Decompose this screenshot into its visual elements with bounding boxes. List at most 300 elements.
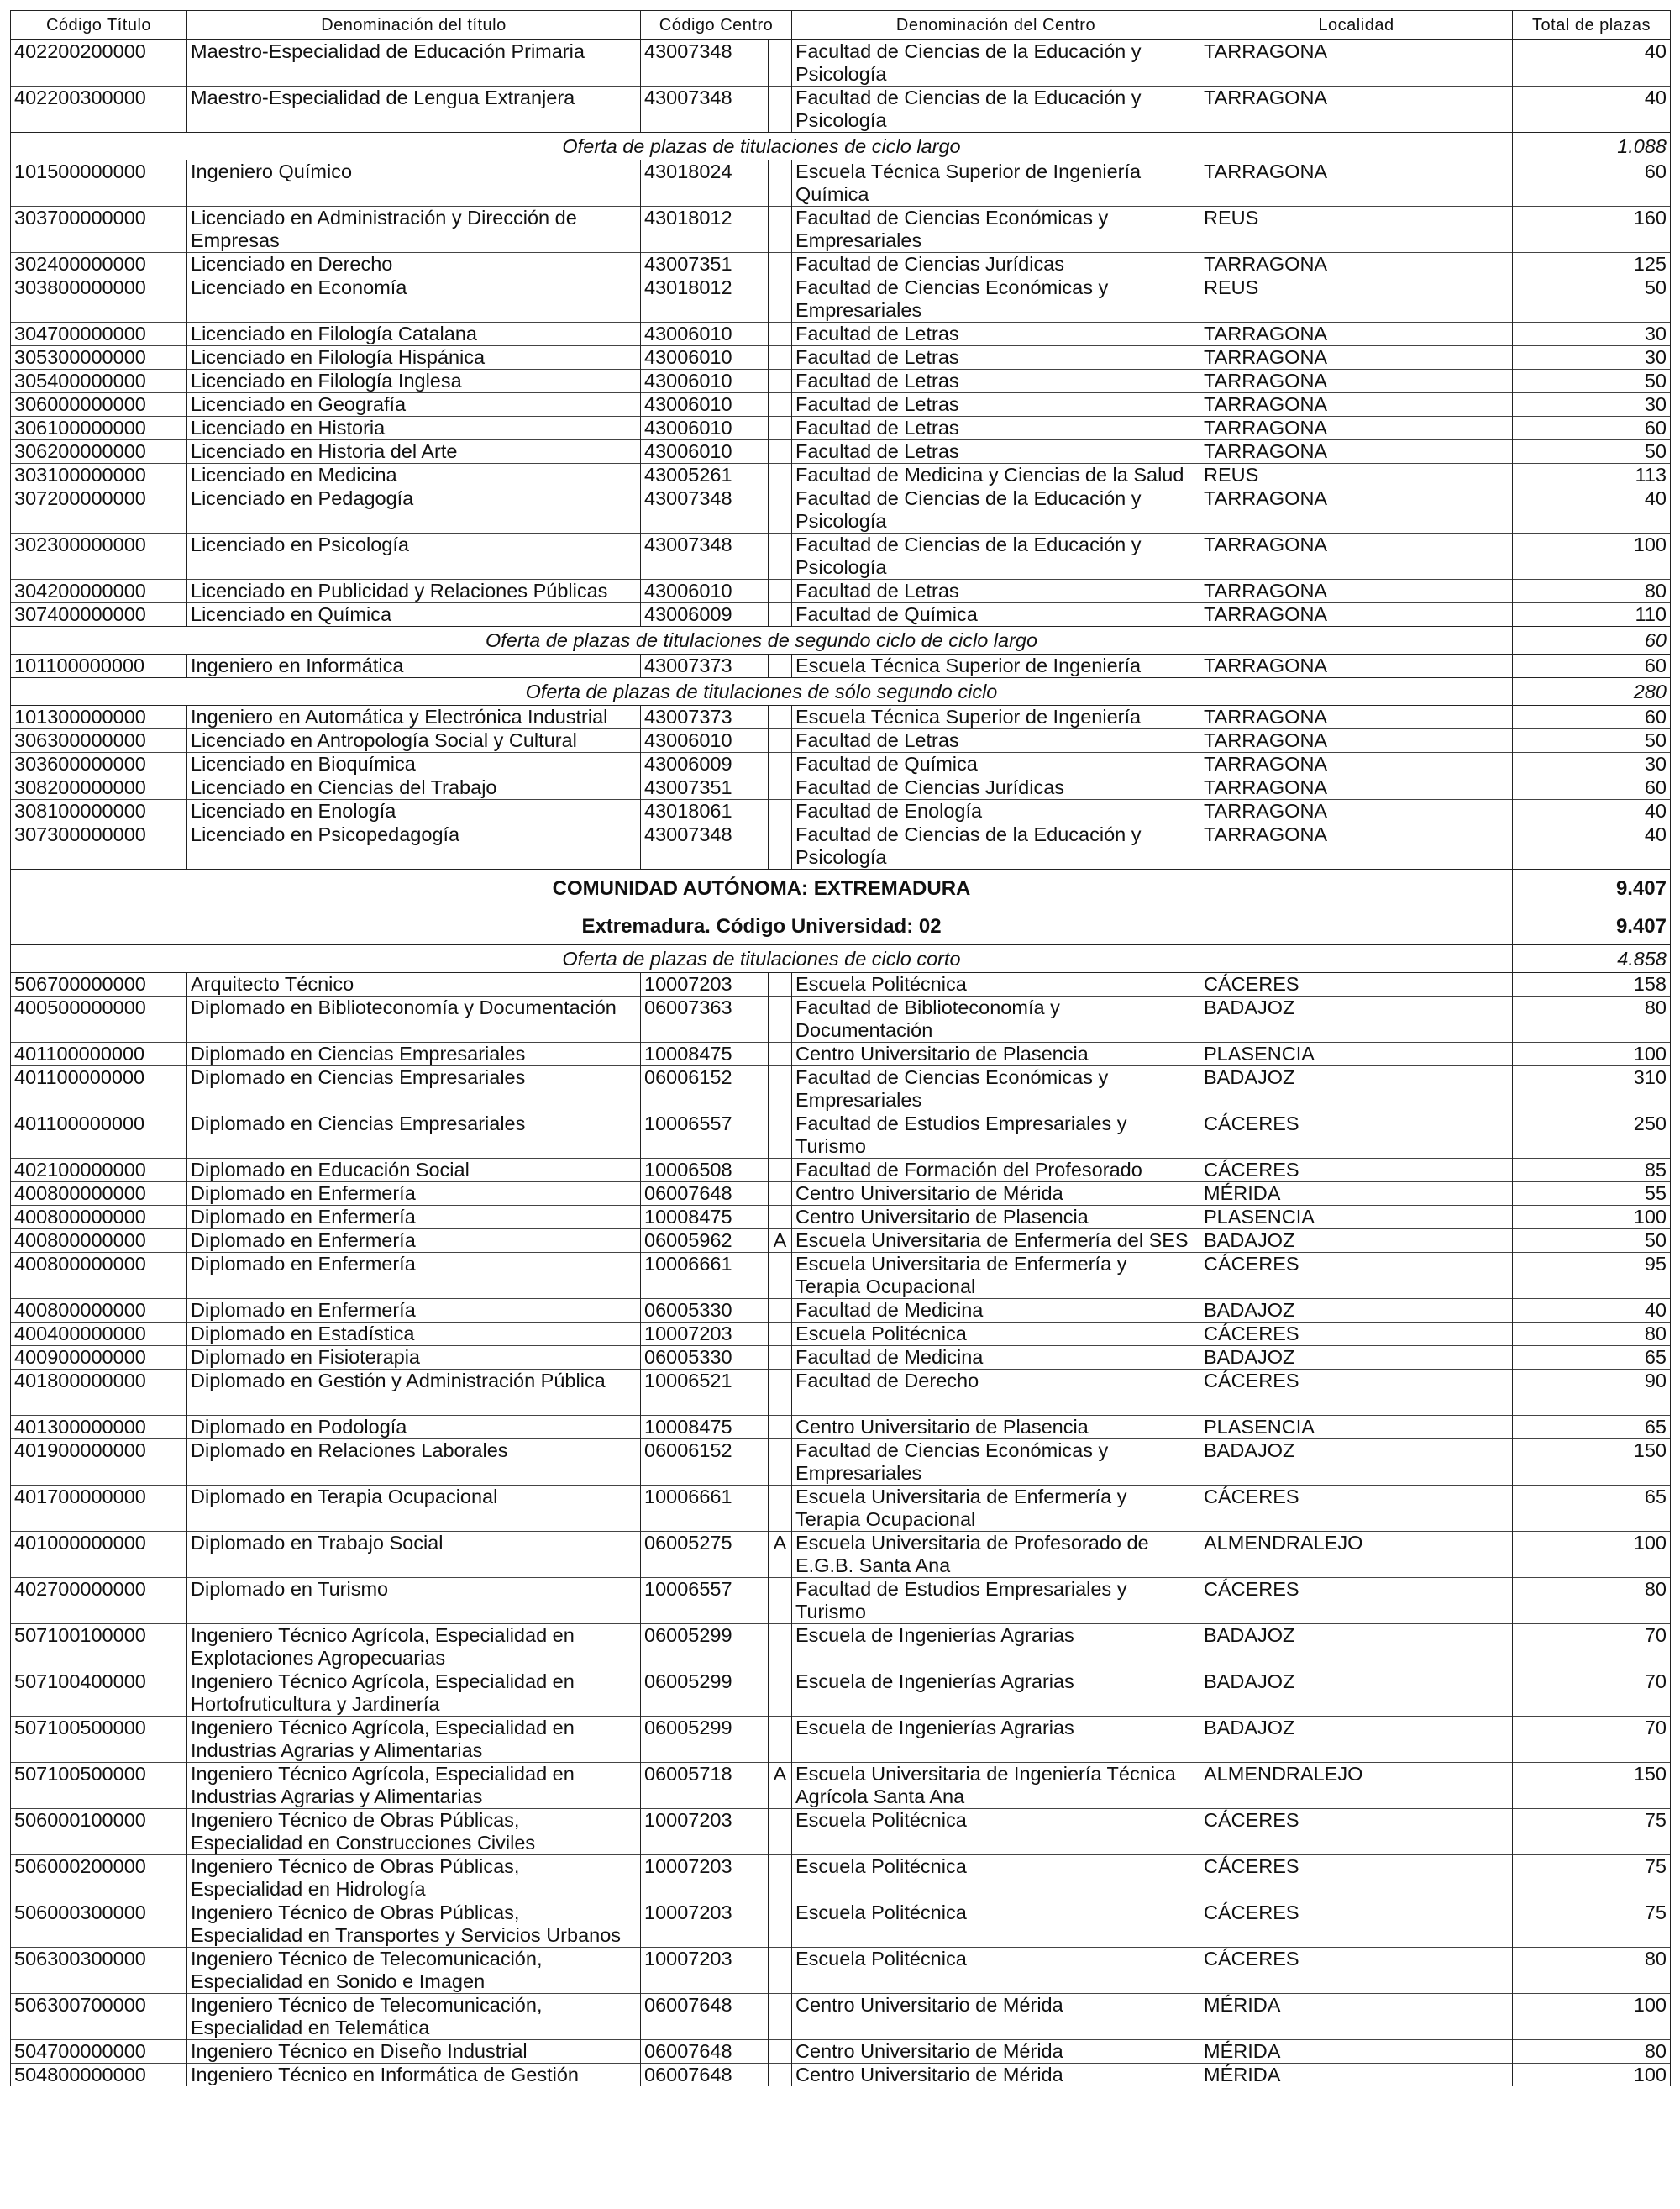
section-subtotal-row xyxy=(11,627,1671,655)
table-row xyxy=(11,417,1671,440)
localidad-cell: CÁCERES xyxy=(1200,1855,1513,1901)
header-codigo-centro: Código Centro xyxy=(641,11,792,40)
codigo-titulo-cell: 400900000000 xyxy=(11,1346,187,1370)
table-row xyxy=(11,1112,1671,1159)
codigo-centro-cell: 10007203 xyxy=(641,1323,769,1346)
codigo-titulo-cell: 506700000000 xyxy=(11,973,187,997)
total-plazas-cell: 60 xyxy=(1513,706,1671,729)
centro-flag-cell xyxy=(769,87,792,133)
centro-flag-cell xyxy=(769,417,792,440)
localidad-cell: BADAJOZ xyxy=(1200,997,1513,1043)
codigo-centro-cell: 43007348 xyxy=(641,534,769,580)
table-row xyxy=(11,823,1671,870)
codigo-titulo-cell: 506000100000 xyxy=(11,1809,187,1855)
denominacion-centro-cell: Facultad de Formación del Profesorado xyxy=(792,1159,1200,1182)
codigo-centro-cell: 43018012 xyxy=(641,276,769,323)
total-plazas-cell: 95 xyxy=(1513,1253,1671,1299)
codigo-centro-cell: 10006557 xyxy=(641,1578,769,1624)
total-plazas-cell: 100 xyxy=(1513,1043,1671,1066)
centro-flag-cell xyxy=(769,1578,792,1624)
codigo-titulo-cell: 504800000000 xyxy=(11,2064,187,2087)
denominacion-titulo-cell: Licenciado en Antropología Social y Cultural xyxy=(187,729,641,753)
table-row xyxy=(11,87,1671,133)
localidad-cell: BADAJOZ xyxy=(1200,1066,1513,1112)
localidad-cell: ALMENDRALEJO xyxy=(1200,1532,1513,1578)
denominacion-titulo-cell: Ingeniero Técnico Agrícola, Especialidad en Industrias Agrarias y Alimentarias xyxy=(187,1717,641,1763)
centro-flag-cell xyxy=(769,393,792,417)
denominacion-titulo-cell: Diplomado en Enfermería xyxy=(187,1229,641,1253)
codigo-titulo-cell: 304200000000 xyxy=(11,580,187,603)
denominacion-centro-cell: Escuela Universitaria de Profesorado de E.G.B. Santa Ana xyxy=(792,1532,1200,1578)
denominacion-titulo-cell: Ingeniero Técnico de Obras Públicas, Especialidad en Hidrología xyxy=(187,1855,641,1901)
denominacion-titulo-cell: Diplomado en Gestión y Administración Pública xyxy=(187,1370,641,1416)
centro-flag-cell xyxy=(769,1994,792,2040)
centro-flag-cell: A xyxy=(769,1763,792,1809)
localidad-cell: PLASENCIA xyxy=(1200,1206,1513,1229)
total-plazas-cell: 60 xyxy=(1513,417,1671,440)
total-plazas-cell: 50 xyxy=(1513,1229,1671,1253)
codigo-centro-cell: 06005962 xyxy=(641,1229,769,1253)
denominacion-centro-cell: Facultad de Ciencias de la Educación y Psicología xyxy=(792,87,1200,133)
codigo-centro-cell: 43006010 xyxy=(641,580,769,603)
table-row xyxy=(11,1532,1671,1578)
total-plazas-cell: 80 xyxy=(1513,1578,1671,1624)
centro-flag-cell xyxy=(769,370,792,393)
table-row xyxy=(11,1323,1671,1346)
codigo-centro-cell: 10008475 xyxy=(641,1043,769,1066)
localidad-cell: TARRAGONA xyxy=(1200,706,1513,729)
codigo-centro-cell: 43005261 xyxy=(641,464,769,487)
centro-flag-cell xyxy=(769,346,792,370)
codigo-centro-cell: 06005718 xyxy=(641,1763,769,1809)
table-row xyxy=(11,1855,1671,1901)
total-plazas-cell: 110 xyxy=(1513,603,1671,627)
denominacion-titulo-cell: Licenciado en Administración y Dirección de Empresas xyxy=(187,207,641,253)
codigo-centro-cell: 43006010 xyxy=(641,346,769,370)
table-row xyxy=(11,323,1671,346)
codigo-titulo-cell: 402200300000 xyxy=(11,87,187,133)
denominacion-titulo-cell: Diplomado en Ciencias Empresariales xyxy=(187,1112,641,1159)
denominacion-centro-cell: Escuela Politécnica xyxy=(792,1855,1200,1901)
denominacion-centro-cell: Facultad de Medicina y Ciencias de la Salud xyxy=(792,464,1200,487)
table-row xyxy=(11,1439,1671,1486)
centro-flag-cell xyxy=(769,1670,792,1717)
denominacion-centro-cell: Facultad de Ciencias Económicas y Empresariales xyxy=(792,276,1200,323)
denominacion-centro-cell: Facultad de Letras xyxy=(792,417,1200,440)
codigo-centro-cell: 06005299 xyxy=(641,1670,769,1717)
denominacion-titulo-cell: Diplomado en Enfermería xyxy=(187,1182,641,1206)
localidad-cell: TARRAGONA xyxy=(1200,323,1513,346)
denominacion-centro-cell: Facultad de Letras xyxy=(792,323,1200,346)
denominacion-titulo-cell: Ingeniero Técnico de Telecomunicación, Especialidad en Sonido e Imagen xyxy=(187,1948,641,1994)
total-plazas-cell: 90 xyxy=(1513,1370,1671,1416)
codigo-titulo-cell: 305400000000 xyxy=(11,370,187,393)
denominacion-centro-cell: Facultad de Derecho xyxy=(792,1370,1200,1416)
total-plazas-cell: 50 xyxy=(1513,729,1671,753)
denominacion-titulo-cell: Diplomado en Podología xyxy=(187,1416,641,1439)
table-row xyxy=(11,1948,1671,1994)
denominacion-centro-cell: Facultad de Ciencias de la Educación y Psicología xyxy=(792,40,1200,87)
table-row xyxy=(11,40,1671,87)
table-row xyxy=(11,1994,1671,2040)
table-row xyxy=(11,393,1671,417)
region-label: Extremadura. Código Universidad: 02 xyxy=(11,907,1513,945)
denominacion-titulo-cell: Diplomado en Enfermería xyxy=(187,1253,641,1299)
denominacion-centro-cell: Facultad de Letras xyxy=(792,729,1200,753)
section-total: 1.088 xyxy=(1513,133,1671,160)
localidad-cell: MÉRIDA xyxy=(1200,2040,1513,2064)
codigo-titulo-cell: 304700000000 xyxy=(11,323,187,346)
table-row xyxy=(11,580,1671,603)
section-total: 60 xyxy=(1513,627,1671,655)
total-plazas-cell: 250 xyxy=(1513,1112,1671,1159)
denominacion-centro-cell: Centro Universitario de Plasencia xyxy=(792,1043,1200,1066)
centro-flag-cell xyxy=(769,776,792,800)
localidad-cell: CÁCERES xyxy=(1200,1253,1513,1299)
table-row xyxy=(11,276,1671,323)
codigo-titulo-cell: 401100000000 xyxy=(11,1066,187,1112)
denominacion-centro-cell: Escuela de Ingenierías Agrarias xyxy=(792,1670,1200,1717)
codigo-titulo-cell: 507100500000 xyxy=(11,1763,187,1809)
denominacion-centro-cell: Escuela Politécnica xyxy=(792,1901,1200,1948)
denominacion-centro-cell: Facultad de Letras xyxy=(792,440,1200,464)
localidad-cell: REUS xyxy=(1200,207,1513,253)
denominacion-titulo-cell: Ingeniero Químico xyxy=(187,160,641,207)
table-row xyxy=(11,729,1671,753)
codigo-titulo-cell: 401700000000 xyxy=(11,1486,187,1532)
denominacion-titulo-cell: Diplomado en Relaciones Laborales xyxy=(187,1439,641,1486)
table-row xyxy=(11,370,1671,393)
table-row xyxy=(11,1346,1671,1370)
denominacion-centro-cell: Centro Universitario de Mérida xyxy=(792,1182,1200,1206)
codigo-centro-cell: 06005299 xyxy=(641,1717,769,1763)
centro-flag-cell xyxy=(769,160,792,207)
table-row xyxy=(11,603,1671,627)
centro-flag-cell xyxy=(769,1323,792,1346)
denominacion-centro-cell: Facultad de Biblioteconomía y Documentación xyxy=(792,997,1200,1043)
table-row xyxy=(11,1486,1671,1532)
denominacion-centro-cell: Escuela Universitaria de Enfermería del SES xyxy=(792,1229,1200,1253)
centro-flag-cell xyxy=(769,729,792,753)
denominacion-titulo-cell: Ingeniero Técnico de Obras Públicas, Especialidad en Transportes y Servicios Urbanos xyxy=(187,1901,641,1948)
codigo-titulo-cell: 306100000000 xyxy=(11,417,187,440)
codigo-centro-cell: 43006010 xyxy=(641,417,769,440)
denominacion-centro-cell: Facultad de Estudios Empresariales y Turismo xyxy=(792,1578,1200,1624)
total-plazas-cell: 40 xyxy=(1513,87,1671,133)
localidad-cell: CÁCERES xyxy=(1200,1112,1513,1159)
centro-flag-cell xyxy=(769,1370,792,1416)
localidad-cell: ALMENDRALEJO xyxy=(1200,1763,1513,1809)
denominacion-titulo-cell: Licenciado en Química xyxy=(187,603,641,627)
localidad-cell: PLASENCIA xyxy=(1200,1043,1513,1066)
centro-flag-cell xyxy=(769,487,792,534)
total-plazas-cell: 80 xyxy=(1513,997,1671,1043)
codigo-centro-cell: 43007348 xyxy=(641,823,769,870)
localidad-cell: TARRAGONA xyxy=(1200,417,1513,440)
table-row xyxy=(11,1763,1671,1809)
table-row xyxy=(11,2040,1671,2064)
centro-flag-cell xyxy=(769,2064,792,2087)
section-label: Oferta de plazas de titulaciones de ciclo largo xyxy=(11,133,1513,160)
table-row xyxy=(11,1253,1671,1299)
codigo-titulo-cell: 307300000000 xyxy=(11,823,187,870)
codigo-titulo-cell: 401800000000 xyxy=(11,1370,187,1416)
codigo-centro-cell: 43006010 xyxy=(641,370,769,393)
codigo-titulo-cell: 306000000000 xyxy=(11,393,187,417)
centro-flag-cell xyxy=(769,1299,792,1323)
codigo-centro-cell: 43006010 xyxy=(641,440,769,464)
centro-flag-cell xyxy=(769,323,792,346)
codigo-titulo-cell: 506000300000 xyxy=(11,1901,187,1948)
denominacion-titulo-cell: Licenciado en Derecho xyxy=(187,253,641,276)
localidad-cell: CÁCERES xyxy=(1200,1159,1513,1182)
denominacion-titulo-cell: Diplomado en Ciencias Empresariales xyxy=(187,1066,641,1112)
codigo-centro-cell: 10007203 xyxy=(641,1901,769,1948)
codigo-centro-cell: 10007203 xyxy=(641,973,769,997)
centro-flag-cell xyxy=(769,1182,792,1206)
table-row xyxy=(11,464,1671,487)
codigo-titulo-cell: 402200200000 xyxy=(11,40,187,87)
total-plazas-cell: 30 xyxy=(1513,346,1671,370)
codigo-centro-cell: 43007348 xyxy=(641,40,769,87)
denominacion-titulo-cell: Diplomado en Trabajo Social xyxy=(187,1532,641,1578)
localidad-cell: TARRAGONA xyxy=(1200,87,1513,133)
denominacion-centro-cell: Escuela Politécnica xyxy=(792,1948,1200,1994)
denominacion-titulo-cell: Licenciado en Medicina xyxy=(187,464,641,487)
centro-flag-cell xyxy=(769,2040,792,2064)
denominacion-titulo-cell: Licenciado en Psicología xyxy=(187,534,641,580)
denominacion-centro-cell: Facultad de Química xyxy=(792,753,1200,776)
table-row xyxy=(11,1182,1671,1206)
denominacion-titulo-cell: Ingeniero Técnico en Informática de Gestión xyxy=(187,2064,641,2087)
codigo-titulo-cell: 400800000000 xyxy=(11,1253,187,1299)
codigo-titulo-cell: 401000000000 xyxy=(11,1532,187,1578)
codigo-centro-cell: 10006521 xyxy=(641,1370,769,1416)
header-total-plazas: Total de plazas xyxy=(1513,11,1671,40)
denominacion-centro-cell: Escuela Politécnica xyxy=(792,1323,1200,1346)
denominacion-centro-cell: Centro Universitario de Plasencia xyxy=(792,1206,1200,1229)
centro-flag-cell: A xyxy=(769,1229,792,1253)
denominacion-titulo-cell: Ingeniero Técnico de Obras Públicas, Especialidad en Construcciones Civiles xyxy=(187,1809,641,1855)
table-row xyxy=(11,1043,1671,1066)
denominacion-titulo-cell: Licenciado en Filología Hispánica xyxy=(187,346,641,370)
codigo-titulo-cell: 101500000000 xyxy=(11,160,187,207)
table-body xyxy=(11,40,1671,2087)
codigo-centro-cell: 06006152 xyxy=(641,1439,769,1486)
total-plazas-cell: 60 xyxy=(1513,776,1671,800)
total-plazas-cell: 158 xyxy=(1513,973,1671,997)
section-subtotal-row xyxy=(11,945,1671,973)
denominacion-titulo-cell: Licenciado en Filología Catalana xyxy=(187,323,641,346)
table-row xyxy=(11,1299,1671,1323)
denominacion-titulo-cell: Diplomado en Fisioterapia xyxy=(187,1346,641,1370)
centro-flag-cell xyxy=(769,534,792,580)
total-plazas-cell: 50 xyxy=(1513,276,1671,323)
total-plazas-cell: 40 xyxy=(1513,487,1671,534)
region-total-row xyxy=(11,907,1671,945)
denominacion-centro-cell: Facultad de Ciencias Económicas y Empresariales xyxy=(792,207,1200,253)
localidad-cell: TARRAGONA xyxy=(1200,487,1513,534)
denominacion-centro-cell: Escuela Politécnica xyxy=(792,973,1200,997)
localidad-cell: CÁCERES xyxy=(1200,973,1513,997)
table-row xyxy=(11,487,1671,534)
denominacion-titulo-cell: Maestro-Especialidad de Educación Primaria xyxy=(187,40,641,87)
codigo-titulo-cell: 303800000000 xyxy=(11,276,187,323)
denominacion-titulo-cell: Ingeniero en Informática xyxy=(187,655,641,678)
codigo-titulo-cell: 303700000000 xyxy=(11,207,187,253)
total-plazas-cell: 40 xyxy=(1513,800,1671,823)
localidad-cell: TARRAGONA xyxy=(1200,776,1513,800)
codigo-centro-cell: 10006661 xyxy=(641,1253,769,1299)
codigo-titulo-cell: 401900000000 xyxy=(11,1439,187,1486)
codigo-centro-cell: 06007648 xyxy=(641,2040,769,2064)
region-total: 9.407 xyxy=(1513,907,1671,945)
centro-flag-cell xyxy=(769,997,792,1043)
codigo-centro-cell: 43007373 xyxy=(641,706,769,729)
total-plazas-cell: 55 xyxy=(1513,1182,1671,1206)
codigo-titulo-cell: 401100000000 xyxy=(11,1043,187,1066)
codigo-titulo-cell: 402700000000 xyxy=(11,1578,187,1624)
total-plazas-cell: 50 xyxy=(1513,440,1671,464)
denominacion-titulo-cell: Licenciado en Historia del Arte xyxy=(187,440,641,464)
localidad-cell: CÁCERES xyxy=(1200,1578,1513,1624)
total-plazas-cell: 65 xyxy=(1513,1346,1671,1370)
denominacion-titulo-cell: Ingeniero Técnico de Telecomunicación, Especialidad en Telemática xyxy=(187,1994,641,2040)
denominacion-centro-cell: Centro Universitario de Plasencia xyxy=(792,1416,1200,1439)
localidad-cell: TARRAGONA xyxy=(1200,655,1513,678)
denominacion-titulo-cell: Ingeniero en Automática y Electrónica Industrial xyxy=(187,706,641,729)
section-subtotal-row xyxy=(11,133,1671,160)
denominacion-titulo-cell: Arquitecto Técnico xyxy=(187,973,641,997)
centro-flag-cell xyxy=(769,1624,792,1670)
table-row xyxy=(11,207,1671,253)
denominacion-centro-cell: Facultad de Ciencias Jurídicas xyxy=(792,776,1200,800)
codigo-titulo-cell: 307400000000 xyxy=(11,603,187,627)
table-row xyxy=(11,534,1671,580)
codigo-titulo-cell: 305300000000 xyxy=(11,346,187,370)
total-plazas-cell: 80 xyxy=(1513,1948,1671,1994)
codigo-titulo-cell: 308200000000 xyxy=(11,776,187,800)
codigo-titulo-cell: 507100500000 xyxy=(11,1717,187,1763)
header-localidad: Localidad xyxy=(1200,11,1513,40)
region-total: 9.407 xyxy=(1513,870,1671,907)
localidad-cell: BADAJOZ xyxy=(1200,1624,1513,1670)
localidad-cell: TARRAGONA xyxy=(1200,823,1513,870)
denominacion-centro-cell: Facultad de Estudios Empresariales y Turismo xyxy=(792,1112,1200,1159)
centro-flag-cell xyxy=(769,1346,792,1370)
denominacion-centro-cell: Centro Universitario de Mérida xyxy=(792,2040,1200,2064)
localidad-cell: TARRAGONA xyxy=(1200,370,1513,393)
table-row xyxy=(11,706,1671,729)
codigo-titulo-cell: 400800000000 xyxy=(11,1299,187,1323)
section-label: Oferta de plazas de titulaciones de ciclo corto xyxy=(11,945,1513,973)
denominacion-titulo-cell: Licenciado en Historia xyxy=(187,417,641,440)
denominacion-titulo-cell: Maestro-Especialidad de Lengua Extranjera xyxy=(187,87,641,133)
codigo-titulo-cell: 506300300000 xyxy=(11,1948,187,1994)
localidad-cell: BADAJOZ xyxy=(1200,1229,1513,1253)
denominacion-titulo-cell: Diplomado en Educación Social xyxy=(187,1159,641,1182)
total-plazas-cell: 40 xyxy=(1513,40,1671,87)
denominacion-centro-cell: Centro Universitario de Mérida xyxy=(792,1994,1200,2040)
codigo-titulo-cell: 306300000000 xyxy=(11,729,187,753)
codigo-titulo-cell: 400800000000 xyxy=(11,1229,187,1253)
region-total-row xyxy=(11,870,1671,907)
codigo-titulo-cell: 400400000000 xyxy=(11,1323,187,1346)
table-row xyxy=(11,1624,1671,1670)
denominacion-titulo-cell: Ingeniero Técnico Agrícola, Especialidad en Explotaciones Agropecuarias xyxy=(187,1624,641,1670)
codigo-centro-cell: 06006152 xyxy=(641,1066,769,1112)
codigo-centro-cell: 06007363 xyxy=(641,997,769,1043)
centro-flag-cell xyxy=(769,973,792,997)
denominacion-titulo-cell: Licenciado en Psicopedagogía xyxy=(187,823,641,870)
denominacion-centro-cell: Escuela de Ingenierías Agrarias xyxy=(792,1624,1200,1670)
localidad-cell: PLASENCIA xyxy=(1200,1416,1513,1439)
total-plazas-cell: 65 xyxy=(1513,1416,1671,1439)
total-plazas-cell: 70 xyxy=(1513,1717,1671,1763)
codigo-titulo-cell: 506300700000 xyxy=(11,1994,187,2040)
codigo-titulo-cell: 402100000000 xyxy=(11,1159,187,1182)
denominacion-titulo-cell: Diplomado en Terapia Ocupacional xyxy=(187,1486,641,1532)
denominacion-centro-cell: Facultad de Medicina xyxy=(792,1346,1200,1370)
localidad-cell: BADAJOZ xyxy=(1200,1439,1513,1486)
total-plazas-cell: 100 xyxy=(1513,1206,1671,1229)
centro-flag-cell xyxy=(769,580,792,603)
localidad-cell: TARRAGONA xyxy=(1200,160,1513,207)
localidad-cell: TARRAGONA xyxy=(1200,800,1513,823)
denominacion-centro-cell: Escuela Técnica Superior de Ingeniería xyxy=(792,655,1200,678)
centro-flag-cell xyxy=(769,823,792,870)
localidad-cell: BADAJOZ xyxy=(1200,1717,1513,1763)
total-plazas-cell: 310 xyxy=(1513,1066,1671,1112)
codigo-centro-cell: 43007348 xyxy=(641,87,769,133)
codigo-centro-cell: 43007351 xyxy=(641,776,769,800)
total-plazas-cell: 113 xyxy=(1513,464,1671,487)
centro-flag-cell xyxy=(769,40,792,87)
codigo-titulo-cell: 504700000000 xyxy=(11,2040,187,2064)
codigo-titulo-cell: 507100100000 xyxy=(11,1624,187,1670)
codigo-centro-cell: 06005330 xyxy=(641,1299,769,1323)
total-plazas-cell: 150 xyxy=(1513,1763,1671,1809)
table-row xyxy=(11,160,1671,207)
table-row xyxy=(11,1066,1671,1112)
section-total: 4.858 xyxy=(1513,945,1671,973)
denominacion-centro-cell: Escuela Técnica Superior de Ingeniería xyxy=(792,706,1200,729)
denominacion-titulo-cell: Ingeniero Técnico Agrícola, Especialidad en Industrias Agrarias y Alimentarias xyxy=(187,1763,641,1809)
total-plazas-cell: 30 xyxy=(1513,753,1671,776)
plazas-table xyxy=(10,10,1671,2086)
total-plazas-cell: 100 xyxy=(1513,1532,1671,1578)
localidad-cell: BADAJOZ xyxy=(1200,1670,1513,1717)
denominacion-titulo-cell: Licenciado en Economía xyxy=(187,276,641,323)
denominacion-centro-cell: Facultad de Ciencias Jurídicas xyxy=(792,253,1200,276)
denominacion-titulo-cell: Ingeniero Técnico en Diseño Industrial xyxy=(187,2040,641,2064)
localidad-cell: REUS xyxy=(1200,464,1513,487)
table-row xyxy=(11,776,1671,800)
codigo-centro-cell: 43006009 xyxy=(641,603,769,627)
denominacion-centro-cell: Facultad de Ciencias Económicas y Empresariales xyxy=(792,1439,1200,1486)
localidad-cell: TARRAGONA xyxy=(1200,534,1513,580)
localidad-cell: BADAJOZ xyxy=(1200,1299,1513,1323)
denominacion-centro-cell: Facultad de Ciencias de la Educación y Psicología xyxy=(792,823,1200,870)
codigo-centro-cell: 10007203 xyxy=(641,1948,769,1994)
localidad-cell: CÁCERES xyxy=(1200,1370,1513,1416)
denominacion-centro-cell: Escuela de Ingenierías Agrarias xyxy=(792,1717,1200,1763)
centro-flag-cell xyxy=(769,253,792,276)
header-denominacion-titulo: Denominación del título xyxy=(187,11,641,40)
codigo-centro-cell: 43006010 xyxy=(641,729,769,753)
centro-flag-cell xyxy=(769,1901,792,1948)
region-label: COMUNIDAD AUTÓNOMA: EXTREMADURA xyxy=(11,870,1513,907)
